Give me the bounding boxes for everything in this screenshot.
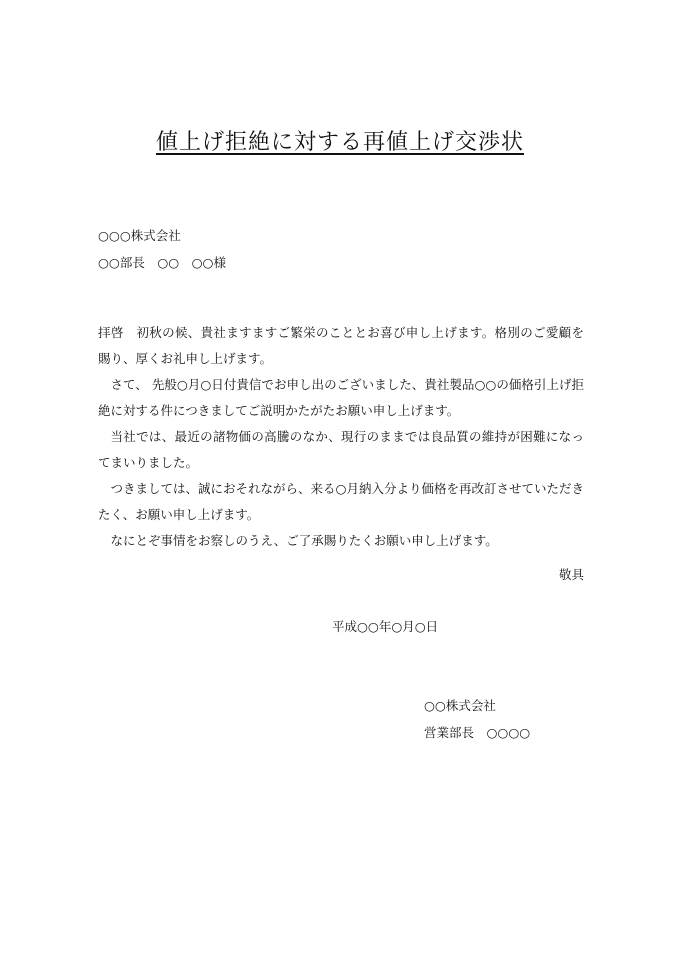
- document-title: [0, 128, 680, 158]
- letter-body: [98, 320, 584, 554]
- body-paragraph: さて、 先般○月○日付貴信でお申し出のございました、貴社製品○○の価格引上げ拒絶に対する件につきましてご説明かたがたお願い申し上げます。: [98, 377, 584, 418]
- closing-phrase: 敬具: [558, 567, 584, 582]
- letter-date: 平成○○年○月○日: [332, 619, 439, 634]
- body-paragraph: つきましては、誠におそれながら、来る○月納入分より価格を再改訂させていただきたく、お願い申し上げます。: [98, 481, 584, 522]
- sender-block: [424, 692, 530, 746]
- document-title-text: 値上げ拒絶に対する再値上げ交渉状: [155, 130, 524, 155]
- sender-person: 営業部長 ○○○○: [424, 725, 531, 740]
- body-paragraph: 当社では、最近の諸物価の高騰のなか、現行のままでは良品質の維持が困難になってまいりました。: [98, 429, 584, 470]
- sender-company: ○○株式会社: [424, 698, 496, 713]
- recipient-company: ○○○株式会社: [98, 228, 181, 243]
- body-paragraph-greeting: 拝啓 初秋の候、貴社ますますご繁栄のこととお喜び申し上げます。格別のご愛顧を賜り、厚くお礼申し上げます。: [98, 325, 584, 366]
- recipient-person: ○○部長 ○○ ○○様: [98, 255, 226, 270]
- body-paragraph: なにとぞ事情をお察しのうえ、ご了承賜りたくお願い申し上げます。: [110, 533, 498, 548]
- recipient-block: [98, 222, 226, 276]
